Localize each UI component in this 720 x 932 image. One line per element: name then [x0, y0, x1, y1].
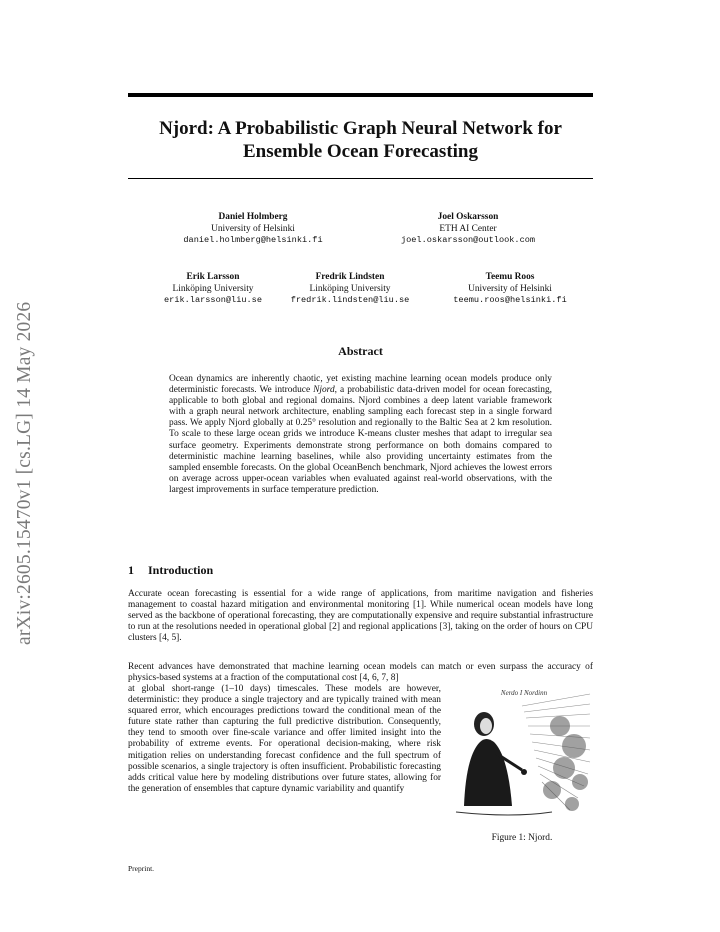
arxiv-stamp: arXiv:2605.15470v1 [cs.LG] 14 May 2026	[14, 301, 35, 645]
figure-caption: Figure 1: Njord.	[491, 833, 553, 843]
author-block	[430, 272, 590, 307]
author-affiliation: University of Helsinki	[468, 283, 552, 294]
intro-paragraph-2-wrap: at global short-range (1–10 days) timescales. These models are however, deterministic: they produce a single trajectory and are typically trained with mean squared error, which encourages predictions toward the conditional mean of the future state rather than capturing the full predictive distribution. Consequently, they tend to smooth over fine-scale variance and offer limited insight into the probability of extreme events. For operational decision-making, where risk mitigation relies on understanding forecast confidence and the full spectrum of possible scenarios, a single trajectory is often insufficient. Probabilistic forecasting adds critical value here by modeling distributions over future states, allowing for the generation of ensembles that capture dynamic variability and quantify	[128, 684, 441, 794]
author-name: Joel Oskarsson	[437, 212, 499, 222]
njord-illustration	[452, 686, 592, 823]
author-email[interactable]: joel.oskarsson@outlook.com	[400, 235, 536, 245]
author-block	[133, 272, 293, 307]
model-name: Njord	[313, 385, 335, 396]
author-name: Fredrik Lindsten	[315, 272, 385, 282]
author-name: Teemu Roos	[485, 272, 535, 282]
author-affiliation: ETH AI Center	[439, 223, 497, 234]
author-email[interactable]: teemu.roos@helsinki.fi	[453, 295, 567, 305]
author-affiliation: University of Helsinki	[211, 223, 295, 234]
author-email[interactable]: erik.larsson@liu.se	[164, 295, 262, 305]
author-name: Erik Larsson	[186, 272, 240, 282]
author-email[interactable]: fredrik.lindsten@liu.se	[290, 295, 410, 305]
abstract-heading: Abstract	[338, 344, 383, 358]
abstract-text	[169, 374, 552, 496]
intro-paragraph-1: Accurate ocean forecasting is essential for a wide range of applications, from maritime navigation and fisheries management to coastal hazard mitigation and environmental monitoring [1]. While numerical ocean models have long served as the backbone of operational forecasting, they are computationally expensive and require substantial infrastructure to run at the resolutions needed in operational global [2] and regional applications [3], taking on the order of hours on CPU clusters [4, 5].	[128, 589, 593, 644]
author-affiliation: Linköping University	[309, 283, 391, 294]
section-number: 1	[128, 563, 134, 577]
author-block	[378, 212, 558, 247]
paper-title	[128, 117, 593, 163]
author-block	[270, 272, 430, 307]
figure-inscription: Nerdo I Nordinn	[500, 689, 548, 697]
abstract-post: , a probabilistic data-driven model for ocean forecasting, applicable to both global and regional domains. Njord combines a deep latent variable framework with a graph neural network architecture, enabling sampling each forecast step in a single forward pass. We apply Njord globally at 0.25° resolution and regionally to the Baltic Sea at 2 km resolution. To scale to these large ocean grids we introduce K-means cluster meshes that adapt to irregular sea surface geometry. Experiments demonstrate strong performance on both domains compared to deterministic machine learning baselines, while also providing uncertainty estimates from the sampled ensemble forecasts. On the global OceanBench benchmark, Njord achieves the lowest errors on average across upper-ocean variables when evaluated against real-world observations, with the largest improvements in surface temperature prediction.	[169, 385, 552, 495]
footer-preprint: Preprint.	[128, 864, 155, 873]
author-name: Daniel Holmberg	[218, 212, 288, 222]
title-line-2: Ensemble Ocean Forecasting	[242, 141, 478, 162]
section-heading	[128, 563, 213, 578]
title-top-rule	[128, 93, 593, 97]
title-line-1: Njord: A Probabilistic Graph Neural Network for	[159, 118, 562, 139]
title-bottom-rule	[128, 178, 593, 179]
section-title: Introduction	[148, 563, 214, 577]
author-affiliation: Linköping University	[172, 283, 254, 294]
author-email[interactable]: daniel.holmberg@helsinki.fi	[183, 235, 323, 245]
author-block	[163, 212, 343, 247]
abstract-pre: Ocean dynamics are inherently chaotic, yet existing machine learning ocean models produce only deterministic forecasts. We introduce	[169, 374, 552, 396]
intro-paragraph-2-lead: Recent advances have demonstrated that machine learning ocean models can match or even surpass the accuracy of physics-based systems at a fraction of the computational cost [4, 6, 7, 8]	[128, 662, 593, 684]
